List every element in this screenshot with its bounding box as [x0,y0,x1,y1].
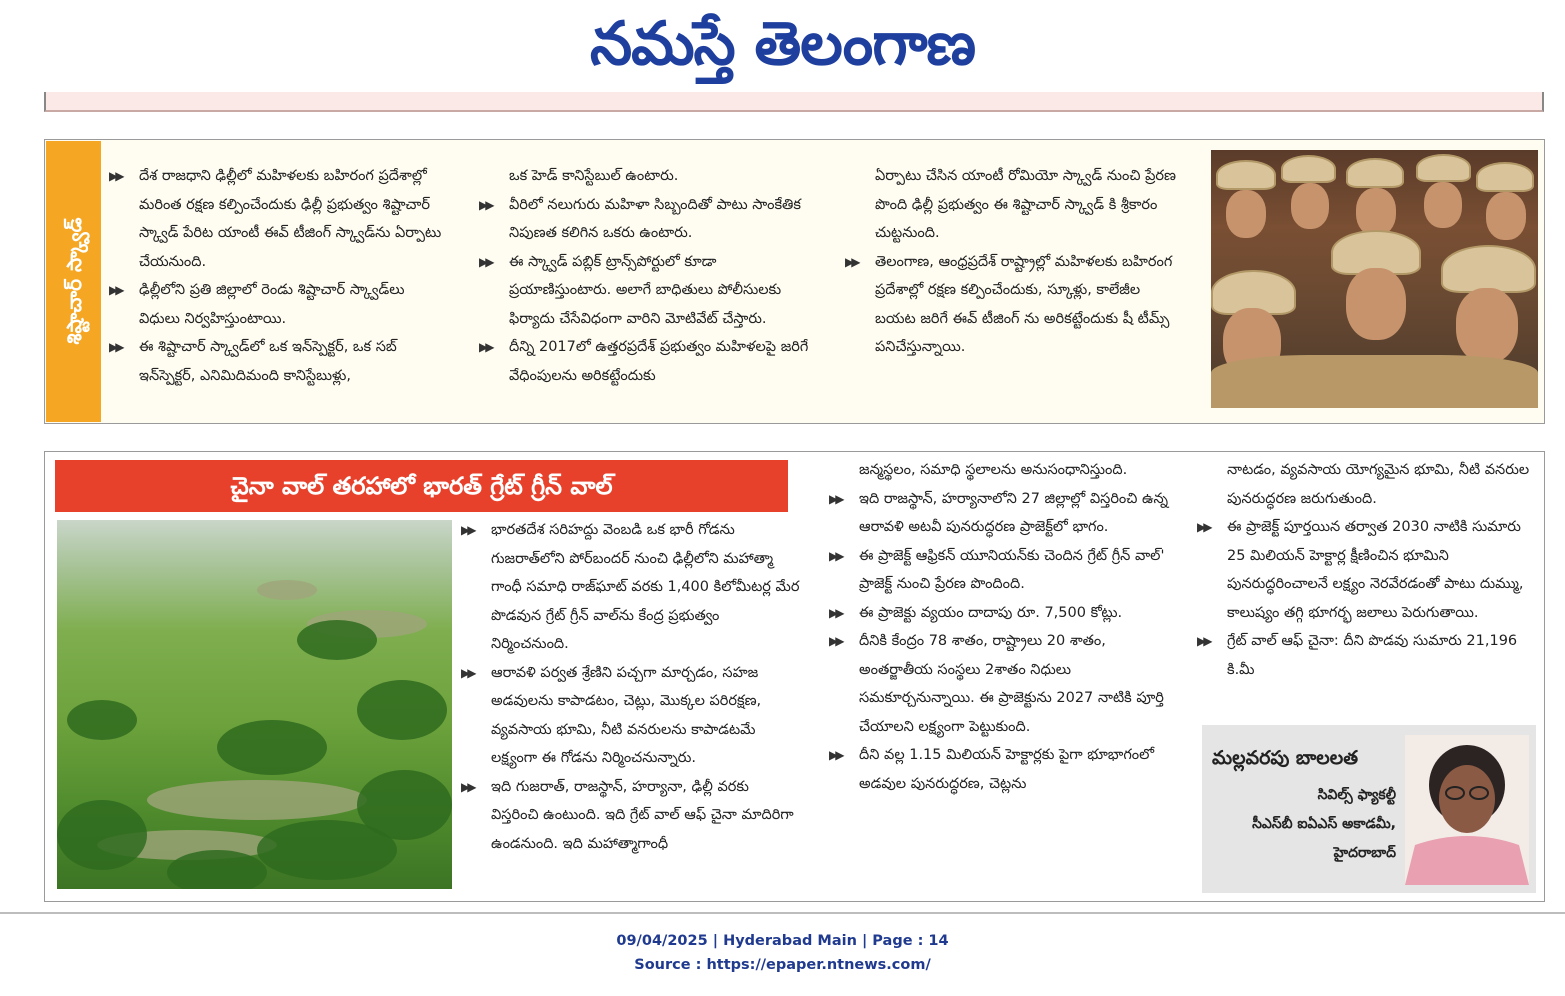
paragraph [829,542,1174,599]
double-arrow-icon: ▶▶ [829,548,842,563]
paragraph [461,516,801,659]
paragraph [479,191,815,248]
double-arrow-icon: ▶▶ [109,283,122,297]
double-arrow-icon: ▶▶ [829,491,842,506]
paragraph [109,162,445,276]
paragraph [845,248,1181,362]
aravalli-landscape-photo [57,520,452,889]
paragraph-text: దీనికి కేంద్రం 78 శాతం, రాష్ట్రాలు 20 శాతం, అంతర్జాతీయ సంస్థలు 2శాతం నిధులు సమకూర్చనున్నాయి. ఈ ప్రాజెక్టును 2027 నాటికి పూర్తి చేయాలని లక్ష్యంగా పెట్టుకుంది. [859,633,1164,735]
double-arrow-icon: ▶▶ [1197,520,1210,534]
double-arrow-icon: ▶▶ [109,169,122,183]
paragraph-text: ఈ శిష్టాచార్‌ స్క్వాడ్‌లో ఒక ఇన్‌స్పెక్టర్‌, ఒక సబ్‌ ఇన్‌స్పెక్టర్‌, ఎనిమిదిమంది కానిస్టేబుళ్లు, [139,339,397,384]
paragraph [479,248,815,334]
police-officers-photo [1211,150,1538,408]
paragraph-text: ఈ ప్రాజెక్ట్‌ పూర్తయిన తర్వాత 2030 నాటికి సుమారు 25 మిలియన్‌ హెక్టార్ల క్షీణించిన భూమిని పునరుద్ధరించాలనే లక్ష్యం నెరవేరడంతో పాటు దుమ్ము, కాలుష్యం తగ్గి భూగర్భ జలాలు పెరుగుతాయి. [1227,519,1524,621]
article-shishtachar-squad [44,139,1545,424]
paragraph [1197,627,1542,684]
paragraph [829,599,1174,628]
masthead-band [44,92,1544,112]
paragraph [1197,456,1542,513]
paragraph-text: భారతదేశ సరిహద్దు వెంబడి ఒక భారీ గోడను గుజరాత్‌లోని పోర్‌బందర్‌ నుంచి ఢిల్లీలోని మహాత్మా గాంధీ సమాధి రాజ్‌ఘాట్‌ వరకు 1,400 కిలోమీటర్ల మేర పొడవున గ్రేట్‌ గ్రీన్‌ వాల్‌ను కేంద్ర ప్రభుత్వం నిర్మించనుంది. [491,522,800,652]
double-arrow-icon: ▶▶ [461,779,474,794]
double-arrow-icon: ▶▶ [1197,634,1210,648]
paragraph [829,741,1174,798]
article-column-1 [461,516,801,858]
article-column-2 [479,162,815,390]
paragraph-text: జన్మస్థలం, సమాధి స్థలాలను అనుసంధానిస్తుంది. [859,462,1128,478]
double-arrow-icon: ▶▶ [845,254,858,269]
newspaper-logo: నమస్తే తెలంగాణ [589,9,976,79]
paragraph [109,333,445,390]
double-arrow-icon: ▶▶ [479,197,492,212]
paragraph [109,276,445,333]
footer-divider [0,912,1565,914]
author-role: సివిల్స్‌ ఫ్యాకల్టీ [1317,787,1396,803]
paragraph-text: నాటడం, వ్యవసాయ యోగ్యమైన భూమి, నీటి వనరుల పునరుద్ధరణ జరుగుతుంది. [1227,462,1530,507]
paragraph-text: ఇది గుజరాత్‌, రాజస్థాన్‌, హర్యానా, ఢిల్లీ వరకు విస్తరించి ఉంటుంది. ఇది గ్రేట్‌ వాల్‌ ఆఫ్‌ చైనా మాదిరిగా ఉండనుంది. ఇది మహాత్మాగాంధీ [491,778,794,852]
paragraph-text: వీరిలో నలుగురు మహిళా సిబ్బందితో పాటు సాంకేతిక నిపుణత కలిగిన ఒకరు ఉంటారు. [509,196,801,241]
paragraph [461,659,801,773]
double-arrow-icon: ▶▶ [829,748,842,762]
double-arrow-icon: ▶▶ [829,634,842,648]
double-arrow-icon: ▶▶ [829,605,842,620]
author-name: మల్లవరపు బాలలత [1212,747,1359,769]
paragraph-text: ఒక హెడ్‌ కానిస్టేబుల్‌ ఉంటారు. [509,168,679,184]
paragraph-text: తెలంగాణ, ఆంధ్రప్రదేశ్‌ రాష్ట్రాల్లో మహిళలకు బహిరంగ ప్రదేశాల్లో రక్షణ కల్పించేందుకు, స్కూళ్లు, కాలేజీల బయట జరిగే ఈవ్‌ టీజింగ్‌ ను అరికట్టేందుకు షీ టీమ్స్‌ పనిచేస్తున్నాయి. [875,253,1173,355]
article-headline [55,460,788,512]
paragraph [479,162,815,191]
paragraph [829,456,1174,485]
article-column-3 [1197,456,1542,684]
paragraph-text: దీన్ని 2017లో ఉత్తరప్రదేశ్‌ ప్రభుత్వం మహిళలపై జరిగే వేధింపులను అరికట్టేందుకు [509,339,809,384]
article-column-1 [109,162,445,390]
paragraph-text: దీని వల్ల 1.15 మిలియన్‌ హెక్టార్లకు పైగా భూభాగంలో అడవుల పునరుద్ధరణ, చెట్లను [859,747,1155,792]
paragraph-text: దేశ రాజధాని ఢిల్లీలో మహిళలకు బహిరంగ ప్రదేశాల్లో మరింత రక్షణ కల్పించేందుకు ఢిల్లీ ప్రభుత్వం శిష్టాచార్‌ స్క్వాడ్‌ పేరిట యాంటీ ఈవ్‌ టీజింగ్‌ స్క్వాడ్‌ను ఏర్పాటు చేయనుంది. [139,168,442,270]
paragraph [1197,513,1542,627]
article-column-2 [829,456,1174,798]
paragraph-text: ఈ ప్రాజెక్టు వ్యయం దాదాపు రూ. 7,500 కోట్లు. [859,604,1123,621]
author-photo [1405,735,1529,885]
double-arrow-icon: ▶▶ [479,340,492,354]
paragraph-text: ఈ ప్రాజెక్ట్‌ ఆఫ్రికన్‌ యూనియన్‌కు చెందిన గ్రేట్‌ గ్రీన్‌ వాల్‌' ప్రాజెక్ట్‌ నుంచి ప్రేరణ పొందింది. [859,547,1165,592]
section-side-label [46,141,101,422]
author-academy: సీఎస్‌బీ ఐఏఎస్‌ అకాడమీ, [1252,816,1396,832]
headline-text: చైనా వాల్‌ తరహాలో భారత్‌ గ్రేట్‌ గ్రీన్‌ వాల్‌ [230,472,613,500]
paragraph-text: గ్రేట్‌ వాల్‌ ఆఫ్‌ చైనా: దీని పొడవు సుమారు 21,196 కి.మీ [1227,633,1518,678]
paragraph [829,485,1174,542]
author-city: హైదరాబాద్‌ [1333,845,1396,861]
paragraph-text: ఈ స్క్వాడ్‌ పబ్లిక్‌ ట్రాన్స్‌పోర్టులో కూడా ప్రయాణిస్తుంటారు. అలాగే బాధితులు పోలీసులకు ఫిర్యాదు చేసేవిధంగా వారిని మోటివేట్‌ చేస్తారు. [509,253,782,327]
paragraph [845,162,1181,248]
side-title: శిష్టాచార్‌ స్క్వాడ్‌ [62,217,86,345]
double-arrow-icon: ▶▶ [461,665,474,680]
paragraph [829,627,1174,741]
paragraph-text: ఏర్పాటు చేసిన యాంటీ రోమియో స్క్వాడ్‌ నుంచి ప్రేరణ పొంది ఢిల్లీ ప్రభుత్వం ఈ శిష్టాచార్‌ స్క్వాడ్‌ కి శ్రీకారం చుట్టనుంది. [875,168,1176,241]
footer-edition: 09/04/2025 | Hyderabad Main | Page : 14 [616,933,949,949]
paragraph-text: ఇది రాజస్థాన్‌, హర్యానాలోని 27 జిల్లాల్లో విస్తరించి ఉన్న ఆరావళి అటవీ పునరుద్ధరణ ప్రాజెక్ట్‌లో భాగం. [859,490,1169,535]
footer-source: Source : https://epaper.ntnews.com/ [634,957,931,973]
masthead [0,0,1565,100]
article-column-3 [845,162,1181,362]
author-box [1202,725,1536,893]
paragraph [461,773,801,859]
double-arrow-icon: ▶▶ [479,254,492,269]
paragraph-text: ఢిల్లీలోని ప్రతి జిల్లాలో రెండు శిష్టాచార్‌ స్క్వాడ్‌లు విధులు నిర్వహిస్తుంటాయి. [139,282,405,327]
paragraph-text: ఆరావళి పర్వత శ్రేణిని పచ్చగా మార్చడం, సహజ అడవులను కాపాడటం, చెట్లు, మొక్కల పరిరక్షణ, వ్యవసాయ భూమి, నీటి వనరులను కాపాడటమే లక్ష్యంగా ఈ గోడను నిర్మించనున్నారు. [491,664,762,766]
double-arrow-icon: ▶▶ [461,523,474,537]
paragraph [479,333,815,390]
double-arrow-icon: ▶▶ [109,340,122,354]
article-great-green-wall [44,451,1545,902]
